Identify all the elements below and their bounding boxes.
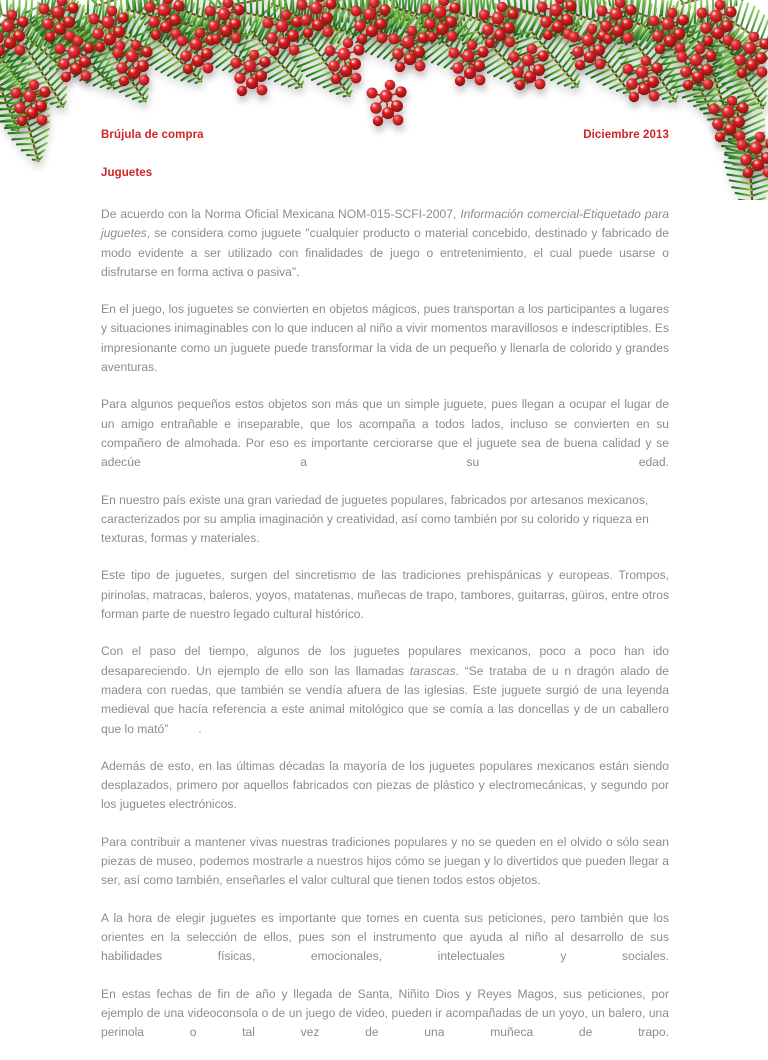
text-run: Además de esto, en las últimas décadas la mayoría de los juguetes populares mexicanos están siendo desplazados, primero por aquellos fabricados con piezas de plástico y electromecánicas, y segundo por los juguetes electrónicos. — [101, 758, 669, 812]
text-run: . — [198, 721, 202, 736]
text-run: Para contribuir a mantener vivas nuestras tradiciones populares y no se queden en el olvido o sólo sean piezas de museo, podemos mostrarle a nuestros hijos cómo se juegan y lo divertidos que pueden llegar a ser, así como también, enseñarles el valor cultural que tienen todos estos objetos. — [101, 834, 669, 888]
text-run: En el juego, los juguetes se convierten en objetos mágicos, pues transportan a los participantes a lugares y situaciones inimaginables con lo que inducen al niño a vivir momentos maravillosos e indescriptibles. Es impresionante como un juguete puede transformar la vida de un pequeño y llenarla de colorido y grandes aventuras. — [101, 302, 669, 375]
italic-text-run: tarascas — [409, 663, 456, 678]
footnote-gap — [168, 720, 198, 739]
publication-title: Brújula de compra — [101, 129, 204, 141]
paragraph — [101, 757, 669, 815]
paragraph — [101, 205, 669, 282]
paragraph — [101, 395, 669, 472]
text-run: Para algunos pequeños estos objetos son más que un simple juguete, pues llegan a ocupar el lugar de un amigo entrañable e inseparable, que los acompaña a todos lados, incluso se convierten en su compañero de almohada. Por eso es importante cerciorarse que el juguete sea de buena calidad y se adecúe a su edad. — [101, 397, 669, 470]
text-run: De acuerdo con la Norma Oficial Mexicana NOM-015-SCFI-2007, — [101, 207, 461, 221]
issue-date: Diciembre 2013 — [583, 129, 669, 141]
paragraph — [101, 566, 669, 624]
text-run: A la hora de elegir juguetes es importante que tomes en cuenta sus peticiones, pero también que los orientes en la selección de ellos, pues son el instrumento que ayuda al niño al desarrollo de sus habilidades físicas, emocionales, intelectuales y sociales. — [101, 910, 669, 964]
document-text-column — [101, 128, 669, 1060]
text-run: Con el paso del tiempo, algunos de los juguetes populares mexicanos, poco a poco han ido desapareciendo. Un ejemplo de ello son las llamadas — [101, 644, 669, 678]
paragraph — [101, 909, 669, 967]
text-run: En nuestro país existe una gran variedad de juguetes populares, fabricados por artesanos mexicanos, caracterizados por su amplia imaginación y creatividad, así como también por su colorido y riqueza en texturas, formas y materiales. — [101, 492, 649, 546]
paragraph — [101, 985, 669, 1043]
italic-text-run: Información comercial-Etiquetado para juguetes — [101, 207, 669, 241]
text-run: . “Se trataba de u n dragón alado de madera con ruedas, que también se vendía afuera de las iglesias. Este juguete surgió de una leyenda medieval que hacía referencia a este animal mitológico que se comía a las doncellas y de un caballero que lo mató” — [101, 663, 669, 736]
paragraph — [101, 642, 669, 738]
section-title: Juguetes — [101, 167, 153, 179]
text-run: Este tipo de juguetes, surgen del sincretismo de las tradiciones prehispánicas y europeas. Trompos, pirinolas, matracas, baleros, yoyos, matatenas, muñecas de trapo, tambores, guitarras, güiros, entre otros forman parte de nuestro legado cultural histórico. — [101, 568, 670, 622]
text-run: , se considera como juguete "cualquier producto o material concebido, destinado y fabricado de modo evidente a ser utilizado con finalidades de juego o entretenimiento, el cual puede usarse o disfrutarse en forma activa o pasiva". — [101, 226, 669, 279]
paragraph — [101, 300, 669, 377]
article-body — [101, 205, 669, 1042]
text-run: En estas fechas de fin de año y llegada de Santa, Niñito Dios y Reyes Magos, sus peticiones, por ejemplo de una videoconsola o de un juego de video, pueden ir acompañadas de un yoyo, un balero, una perinola o tal vez de una muñeca de trapo. — [101, 986, 669, 1040]
document-header — [101, 128, 669, 143]
paragraph — [101, 491, 669, 549]
paragraph — [101, 833, 669, 891]
